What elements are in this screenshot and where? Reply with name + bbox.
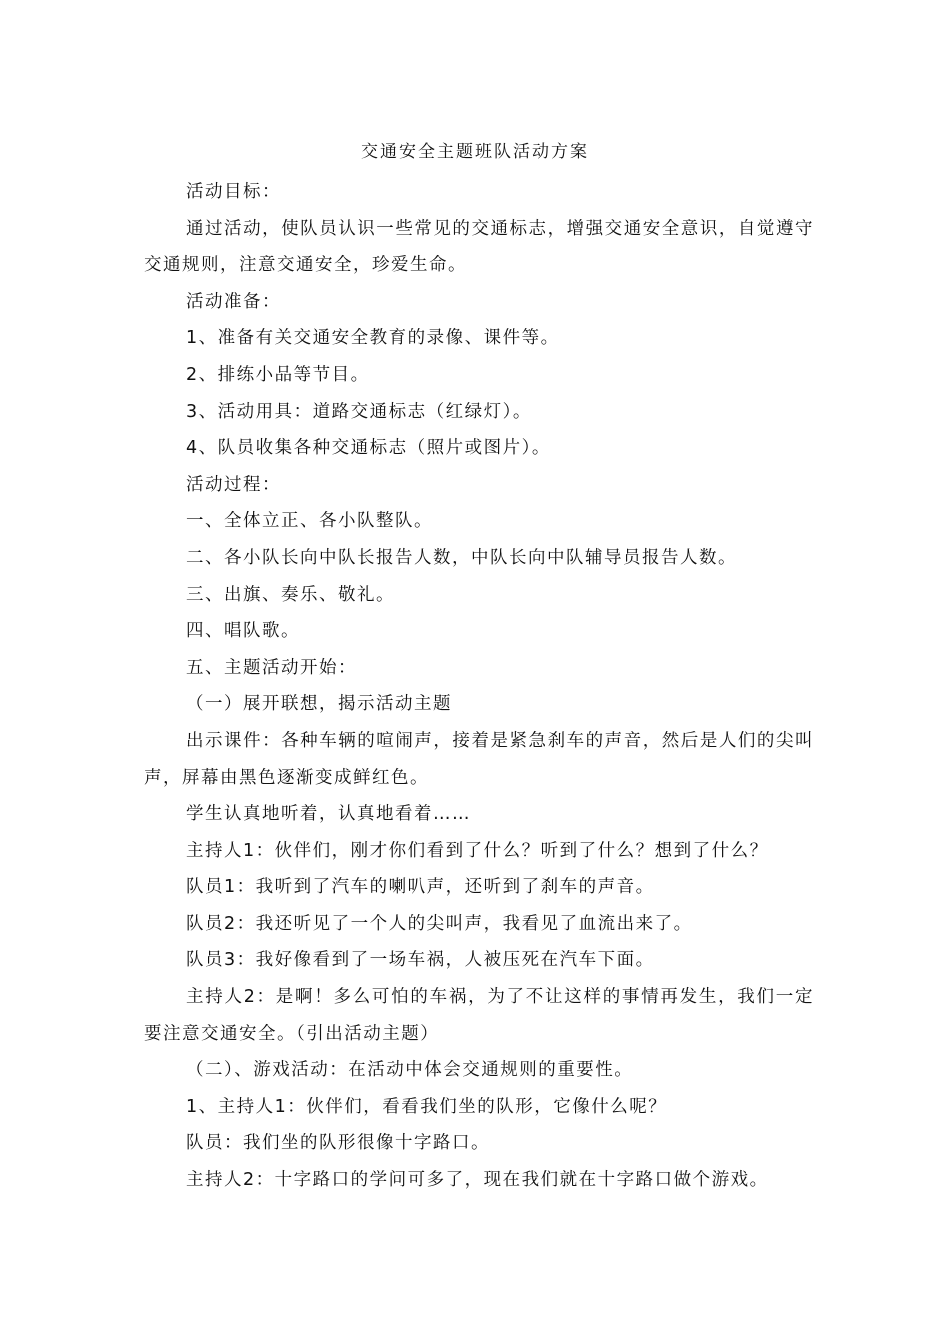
document-title: 交通安全主题班队活动方案: [361, 142, 589, 162]
paragraph-section-2-heading: （二）、游戏活动：在活动中体会交通规则的重要性。: [186, 1060, 634, 1081]
paragraph-host-1-formation: 1、主持人1：伙伴们，看看我们坐的队形，它像什么呢？: [186, 1096, 668, 1117]
paragraph-process-step-2: 二、各小队长向中队长报告人数，中队长向中队辅导员报告人数。: [186, 547, 737, 568]
paragraph-students-listen: 学生认真地听着，认真地看着……: [186, 804, 471, 825]
paragraph-preparation-item-3: 3、活动用具：道路交通标志（红绿灯）。: [186, 401, 532, 422]
paragraph-preparation-item-4: 4、队员收集各种交通标志（照片或图片）。: [186, 438, 551, 459]
paragraph-preparation-item-1: 1、准备有关交通安全教育的录像、课件等。: [186, 328, 560, 349]
paragraph-preparation-item-2: 2、排练小品等节目。: [186, 364, 370, 385]
paragraph-member-answer: 队员：我们坐的队形很像十字路口。: [186, 1133, 490, 1154]
paragraph-process-step-3: 三、出旗、奏乐、敬礼。: [186, 584, 395, 605]
paragraph-member-3: 队员3：我好像看到了一场车祸，人被压死在汽车下面。: [186, 950, 655, 971]
paragraph-host-2-game: 主持人2：十字路口的学问可多了，现在我们就在十字路口做个游戏。: [186, 1170, 769, 1191]
document-body: [144, 174, 814, 1199]
paragraph-courseware: 出示课件：各种车辆的喧闹声，接着是紧急刹车的声音，然后是人们的尖叫声，屏幕由黑色逐渐变成鲜红色。: [144, 730, 814, 788]
paragraph-goal-text: 通过活动，使队员认识一些常见的交通标志，增强交通安全意识，自觉遵守交通规则，注意交通安全，珍爱生命。: [144, 218, 814, 276]
paragraph-process-step-5: 五、主题活动开始：: [186, 657, 357, 678]
paragraph-process-step-1: 一、全体立正、各小队整队。: [186, 511, 433, 532]
paragraph-host-1-question: 主持人1：伙伴们，刚才你们看到了什么？听到了什么？想到了什么？: [186, 840, 769, 861]
paragraph-member-2: 队员2：我还听见了一个人的尖叫声，我看见了血流出来了。: [186, 913, 693, 934]
paragraph-process-heading: 活动过程：: [186, 474, 281, 495]
paragraph-section-1-heading: （一）展开联想，揭示活动主题: [186, 694, 452, 715]
paragraph-process-step-4: 四、唱队歌。: [186, 621, 300, 642]
paragraph-member-1: 队员1：我听到了汽车的喇叭声，还听到了刹车的声音。: [186, 877, 655, 898]
paragraph-goal-heading: 活动目标：: [186, 182, 281, 202]
paragraph-preparation-heading: 活动准备：: [186, 291, 281, 312]
paragraph-host-2-theme: 主持人2：是啊！多么可怕的车祸，为了不让这样的事情再发生，我们一定要注意交通安全。（引出活动主题）: [144, 987, 814, 1044]
